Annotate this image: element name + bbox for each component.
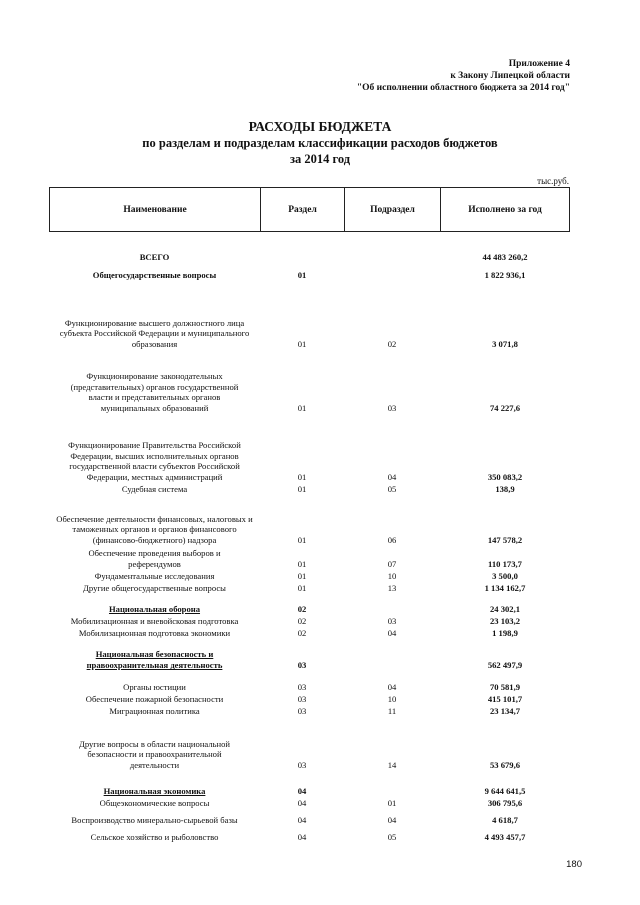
row-subsection: 11: [387, 706, 397, 717]
header-section: Раздел: [261, 188, 345, 231]
row-subsection: 14: [387, 760, 397, 771]
page-number: 180: [566, 859, 582, 870]
row-value: 1 134 162,7: [484, 583, 526, 594]
table-row: [49, 617, 570, 627]
table-row: [49, 317, 570, 350]
row-value: 9 644 641,5: [484, 786, 526, 797]
row-name: Общегосударственные вопросы: [92, 270, 217, 281]
row-name: Национальная безопасность и правоохранительная деятельность: [86, 649, 223, 671]
row-value: 350 083,2: [487, 472, 523, 483]
row-name: Фундаментальные исследования: [94, 571, 215, 582]
row-value: 53 679,6: [489, 760, 521, 771]
row-name: Функционирование высшего должностного лица субъекта Российской Федерации и муниципального образования: [59, 317, 250, 350]
table-row: [49, 738, 570, 771]
row-value: 1 822 936,1: [484, 270, 526, 281]
row-value: 147 578,2: [487, 535, 523, 546]
row-section: 02: [297, 628, 307, 639]
row-section: 04: [297, 815, 307, 826]
row-name: ВСЕГО: [139, 252, 170, 263]
table-row: [49, 548, 570, 570]
table-header: [49, 187, 570, 232]
row-value: 138,9: [495, 484, 515, 495]
row-section: 02: [297, 616, 307, 627]
row-section: 01: [297, 583, 307, 594]
row-subsection: 01: [387, 798, 397, 809]
table-row: [49, 485, 570, 495]
table-row: [49, 513, 570, 546]
row-section: 03: [297, 706, 307, 717]
row-section: 01: [297, 559, 307, 570]
row-value: 24 302,1: [489, 604, 521, 615]
row-name: Мобилизационная и вневойсковая подготовка: [70, 616, 239, 627]
table-row: [49, 649, 570, 671]
table-row: [49, 370, 570, 414]
row-section: 03: [297, 760, 307, 771]
title-line-1: РАСХОДЫ БЮДЖЕТА: [248, 119, 392, 134]
table-row: [49, 439, 570, 483]
row-subsection: 10: [387, 571, 397, 582]
row-section: 03: [297, 682, 307, 693]
appendix-line-1: Приложение 4: [508, 59, 570, 69]
row-subsection: 05: [387, 484, 397, 495]
table-row: [49, 799, 570, 809]
row-name: Обеспечение деятельности финансовых, налоговых и таможенных органов и органов финансового (финансово-бюджетного) надзора: [56, 513, 253, 546]
row-value: 23 103,2: [489, 616, 521, 627]
row-value: 44 483 260,2: [482, 252, 528, 263]
row-value: 23 134,7: [489, 706, 521, 717]
row-name: Мобилизационная подготовка экономики: [78, 628, 231, 639]
table-row: [49, 707, 570, 717]
row-name: Общеэкономические вопросы: [99, 798, 210, 809]
row-name: Миграционная политика: [109, 706, 200, 717]
table-row: [49, 271, 570, 281]
row-section: 01: [297, 472, 307, 483]
table-row: [49, 584, 570, 594]
table-row: [49, 629, 570, 639]
row-value: 415 101,7: [487, 694, 523, 705]
row-section: 03: [297, 694, 307, 705]
row-name: Сельское хозяйство и рыболовство: [90, 832, 219, 843]
row-value: 70 581,9: [489, 682, 521, 693]
table-row: [49, 683, 570, 693]
title-line-2: по разделам и подразделам классификации расходов бюджетов: [142, 136, 498, 150]
row-value: 3 500,0: [492, 571, 518, 582]
row-subsection: 04: [387, 628, 397, 639]
row-subsection: 03: [387, 616, 397, 627]
row-subsection: 04: [387, 815, 397, 826]
header-subsection: Подраздел: [345, 188, 441, 231]
row-section: 04: [297, 832, 307, 843]
row-subsection: 07: [387, 559, 397, 570]
row-value: 4 493 457,7: [484, 832, 526, 843]
row-section: 01: [297, 403, 307, 414]
row-value: 306 795,6: [487, 798, 523, 809]
row-subsection: 10: [387, 694, 397, 705]
row-name: Органы юстиции: [123, 682, 186, 693]
row-section: 01: [297, 484, 307, 495]
table-row: [49, 605, 570, 615]
table-row: [49, 572, 570, 582]
row-subsection: 05: [387, 832, 397, 843]
table-row: [49, 833, 570, 843]
appendix-note: [357, 58, 570, 94]
appendix-line-2: к Закону Липецкой области: [450, 71, 570, 81]
row-name: Обеспечение проведения выборов и референдумов: [88, 548, 221, 570]
row-value: 3 071,8: [492, 339, 518, 350]
row-name: Другие вопросы в области национальной безопасности и правоохранительной деятельности: [78, 738, 231, 771]
row-name: Другие общегосударственные вопросы: [83, 583, 226, 594]
row-subsection: 04: [387, 682, 397, 693]
row-name: Национальная оборона: [108, 604, 201, 615]
header-executed: Исполнено за год: [468, 204, 542, 215]
document-title: [0, 119, 640, 167]
appendix-line-3: "Об исполнении областного бюджета за 2014 год": [356, 83, 570, 93]
row-section: 04: [297, 798, 307, 809]
title-line-3: за 2014 год: [289, 152, 351, 166]
row-subsection: 06: [387, 535, 397, 546]
row-section: 01: [297, 270, 307, 281]
row-value: 1 198,9: [492, 628, 518, 639]
table-row: [49, 816, 570, 826]
row-name: Судебная система: [121, 484, 188, 495]
row-section: 01: [297, 339, 307, 350]
row-name: Воспроизводство минерально-сырьевой базы: [71, 815, 238, 826]
row-section: 02: [297, 604, 307, 615]
table-row: [49, 253, 570, 263]
row-name: Функционирование законодательных (представительных) органов государственной власти и представительных органов муниципальных образований: [70, 370, 239, 414]
row-section: 01: [297, 571, 307, 582]
row-name: Национальная экономика: [103, 786, 206, 797]
row-value: 110 173,7: [488, 559, 522, 570]
row-value: 562 497,9: [487, 660, 523, 671]
table-row: [49, 787, 570, 797]
units-label: тыс.руб.: [537, 176, 569, 186]
row-subsection: 02: [387, 339, 397, 350]
row-subsection: 03: [387, 403, 397, 414]
table-row: [49, 695, 570, 705]
row-section: 04: [297, 786, 307, 797]
row-section: 03: [297, 660, 307, 671]
row-name: Функционирование Правительства Российской Федерации, высших исполнительных органов государственной власти субъектов Российской Федерации, местных администраций: [68, 439, 241, 483]
header-name: Наименование: [50, 188, 261, 231]
row-value: 4 618,7: [492, 815, 518, 826]
row-section: 01: [297, 535, 307, 546]
row-value: 74 227,6: [489, 403, 521, 414]
row-subsection: 04: [387, 472, 397, 483]
row-name: Обеспечение пожарной безопасности: [85, 694, 224, 705]
row-subsection: 13: [387, 583, 397, 594]
